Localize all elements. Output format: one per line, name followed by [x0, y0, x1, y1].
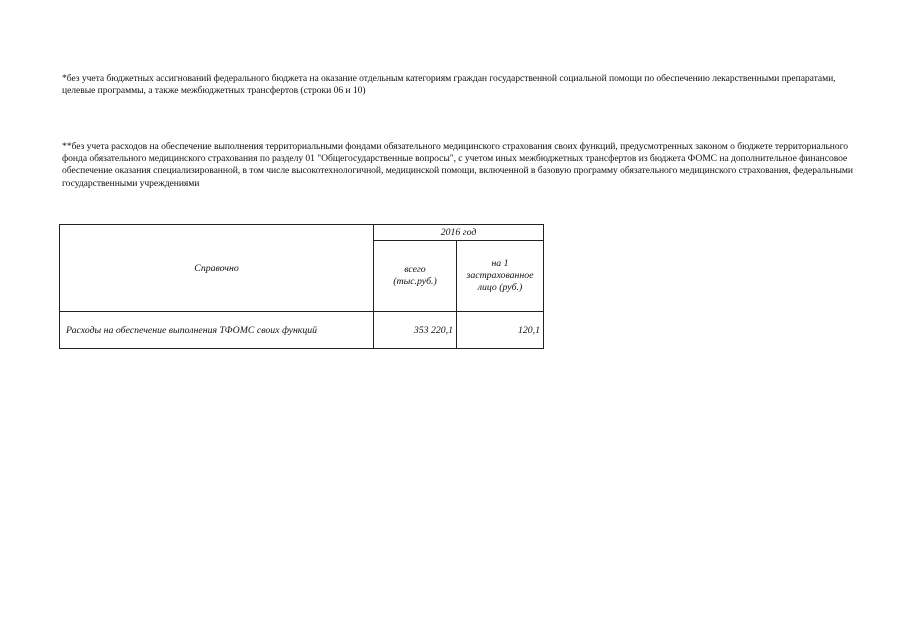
header-total-line2: (тыс.руб.) [393, 276, 437, 287]
header-year: 2016 год [440, 226, 477, 238]
table-header-row [60, 225, 544, 241]
row-label-cell: Расходы на обеспечение выполнения ТФОМС своих функций [60, 312, 374, 349]
table-row [60, 312, 544, 349]
row-total-cell: 353 220,1 [374, 312, 457, 349]
header-label: Справочно [194, 262, 239, 274]
header-label-cell [60, 225, 374, 312]
footnote-1: *без учета бюджетных ассигнований федерального бюджета на оказание отдельным категориям граждан государственной социальной помощи по обеспечению лекарственными препаратами, целевые программы, а также межбюджетных трансфертов (строки 06 и 10) [62, 73, 836, 97]
footnote-2: **без учета расходов на обеспечение выполнения территориальными фондами обязательного медицинского страхования своих функций, предусмотренных законом о бюджете территориального фонда обязательного медицинского страхования по разделу 01 "Общегосударственные вопросы", с учетом иных межбюджетных трансфертов из бюджета ФОМС на дополнительное финансовое обеспечение оказания специализированной, в том числе высокотехнологичной, медицинской помощи, включенной в базовую программу обязательного медицинского страхования, федеральными государственными учреждениями [62, 141, 853, 189]
header-per-line1: на 1 [491, 258, 509, 269]
reference-table [59, 224, 544, 349]
header-per-insured-cell [457, 241, 544, 312]
header-per-line2: застрахованное [466, 270, 534, 281]
header-total-cell [374, 241, 457, 312]
header-year-cell [374, 225, 544, 241]
header-per-line3: лицо (руб.) [477, 282, 523, 293]
header-total-line1: всего [404, 264, 426, 275]
row-per-insured-cell: 120,1 [457, 312, 544, 349]
